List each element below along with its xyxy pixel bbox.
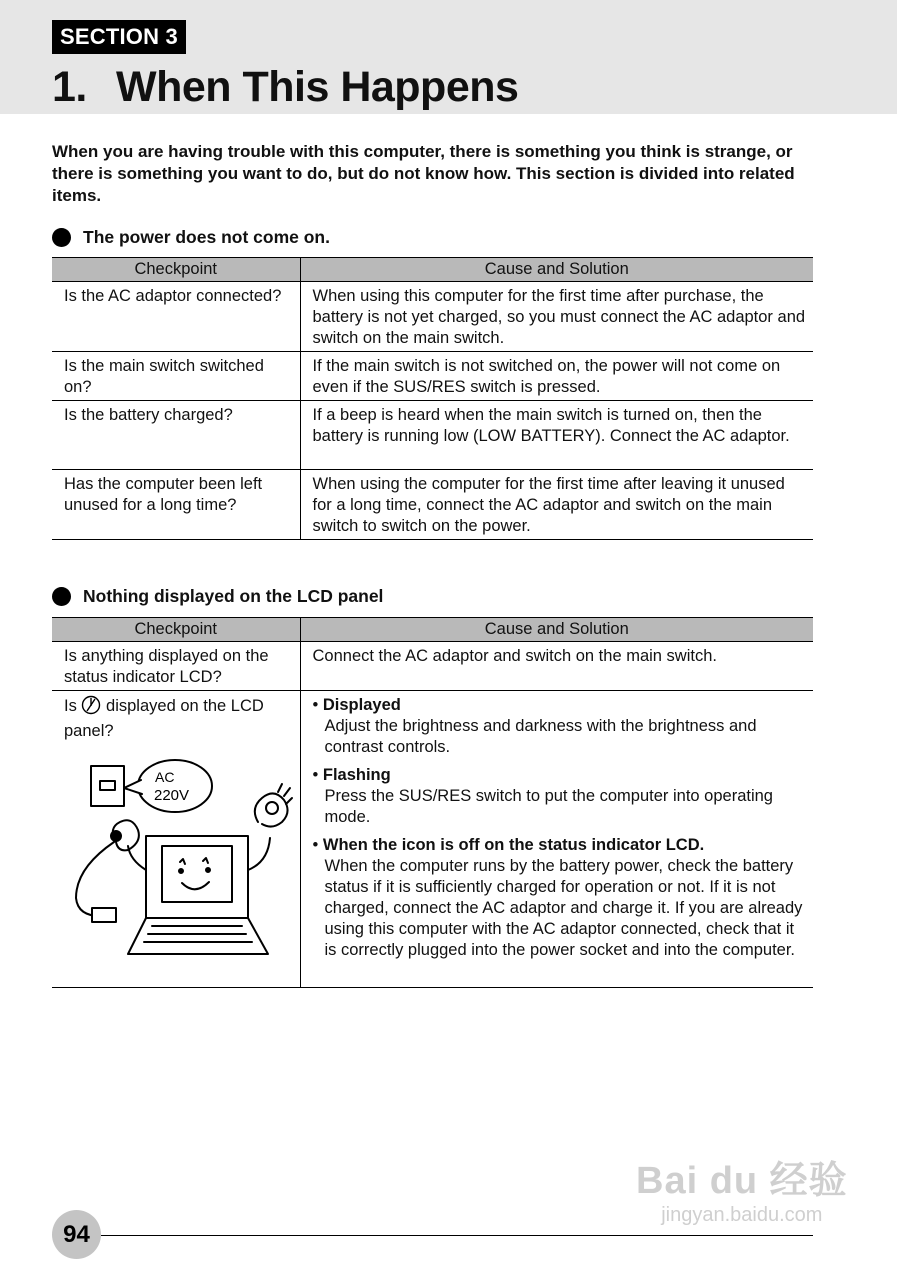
power-section-heading	[52, 226, 330, 248]
watermark	[636, 1160, 848, 1228]
bubble-label-ac: AC	[155, 769, 175, 785]
checkpoint-cell: Has the computer been left unused for a long time?	[52, 470, 300, 540]
title-text: When This Happens	[116, 63, 519, 111]
checkpoint-cell: Is the AC adaptor connected?	[52, 282, 300, 352]
item-bullet: •	[312, 696, 319, 714]
bubble-label-voltage: 220V	[154, 787, 190, 804]
laptop-illustration	[72, 758, 294, 962]
list-item	[313, 765, 808, 828]
page-title	[52, 62, 518, 112]
power-symbol-icon	[81, 695, 101, 721]
table-row	[52, 470, 813, 540]
lcd-section-heading	[52, 585, 383, 607]
power-section-heading-text: The power does not come on.	[83, 227, 330, 247]
power-table	[52, 257, 813, 540]
checkpoint-cell: Is the main switch switched on?	[52, 352, 300, 401]
table-row	[52, 282, 813, 352]
table-row	[52, 352, 813, 401]
bullet-icon	[52, 587, 71, 606]
lcd-table	[52, 617, 813, 988]
solution-cell: When using this computer for the first time after purchase, the battery is not yet charged, so you must connect the AC adaptor and switch on the main switch.	[300, 282, 813, 352]
list-item	[313, 695, 808, 758]
item-title: Flashing	[322, 766, 391, 784]
item-body: Adjust the brightness and darkness with the brightness and contrast controls.	[324, 717, 757, 756]
watermark-logo: Bai du 经验	[636, 1160, 848, 1202]
column-header-solution: Cause and Solution	[300, 618, 813, 642]
table-header-row	[52, 618, 813, 642]
footer-divider	[101, 1235, 813, 1236]
column-header-solution: Cause and Solution	[300, 258, 813, 282]
checkpoint-prefix: Is	[64, 697, 77, 715]
list-item	[313, 835, 808, 961]
item-title: Displayed	[322, 696, 401, 714]
solution-cell: If the main switch is not switched on, the power will not come on even if the SUS/RES switch is pressed.	[300, 352, 813, 401]
item-bullet: •	[312, 836, 319, 854]
solution-cell	[300, 691, 813, 988]
page-number: 94	[52, 1210, 101, 1259]
solution-cell: If a beep is heard when the main switch is turned on, then the battery is running low (LOW BATTERY). Connect the AC adaptor.	[300, 401, 813, 470]
checkpoint-cell: Is anything displayed on the status indicator LCD?	[52, 642, 300, 691]
item-body: When the computer runs by the battery power, check the battery status if it is sufficiently charged for operation or not. If it is not charged, connect the AC adaptor and charge it. If you are already using this computer with the AC adaptor connected, check that it is correctly plugged into the power socket and into the computer.	[324, 857, 803, 959]
table-row	[52, 691, 813, 988]
solution-cell: Connect the AC adaptor and switch on the main switch.	[300, 642, 813, 691]
column-header-checkpoint: Checkpoint	[52, 618, 300, 642]
watermark-url: jingyan.baidu.com	[661, 1204, 823, 1226]
checkpoint-cell: Is the battery charged?	[52, 401, 300, 470]
intro-paragraph: When you are having trouble with this computer, there is something you think is strange, or there is something you want to do, but do not know how. This section is divided into related items.	[52, 142, 795, 205]
table-header-row	[52, 258, 813, 282]
checkpoint-cell	[52, 691, 300, 988]
table-row	[52, 401, 813, 470]
checkpoint-suffix: displayed on the LCD panel?	[64, 697, 264, 740]
title-number: 1.	[52, 63, 87, 111]
lcd-section-heading-text: Nothing displayed on the LCD panel	[83, 586, 384, 606]
bullet-icon	[52, 228, 71, 247]
item-title: When the icon is off on the status indicator LCD.	[322, 836, 705, 854]
section-label: SECTION 3	[52, 20, 186, 54]
item-body: Press the SUS/RES switch to put the computer into operating mode.	[324, 787, 773, 826]
column-header-checkpoint: Checkpoint	[52, 258, 300, 282]
item-bullet: •	[312, 766, 319, 784]
table-row	[52, 642, 813, 691]
solution-cell: When using the computer for the first time after leaving it unused for a long time, connect the AC adaptor and switch on the main switch to switch on the power.	[300, 470, 813, 540]
